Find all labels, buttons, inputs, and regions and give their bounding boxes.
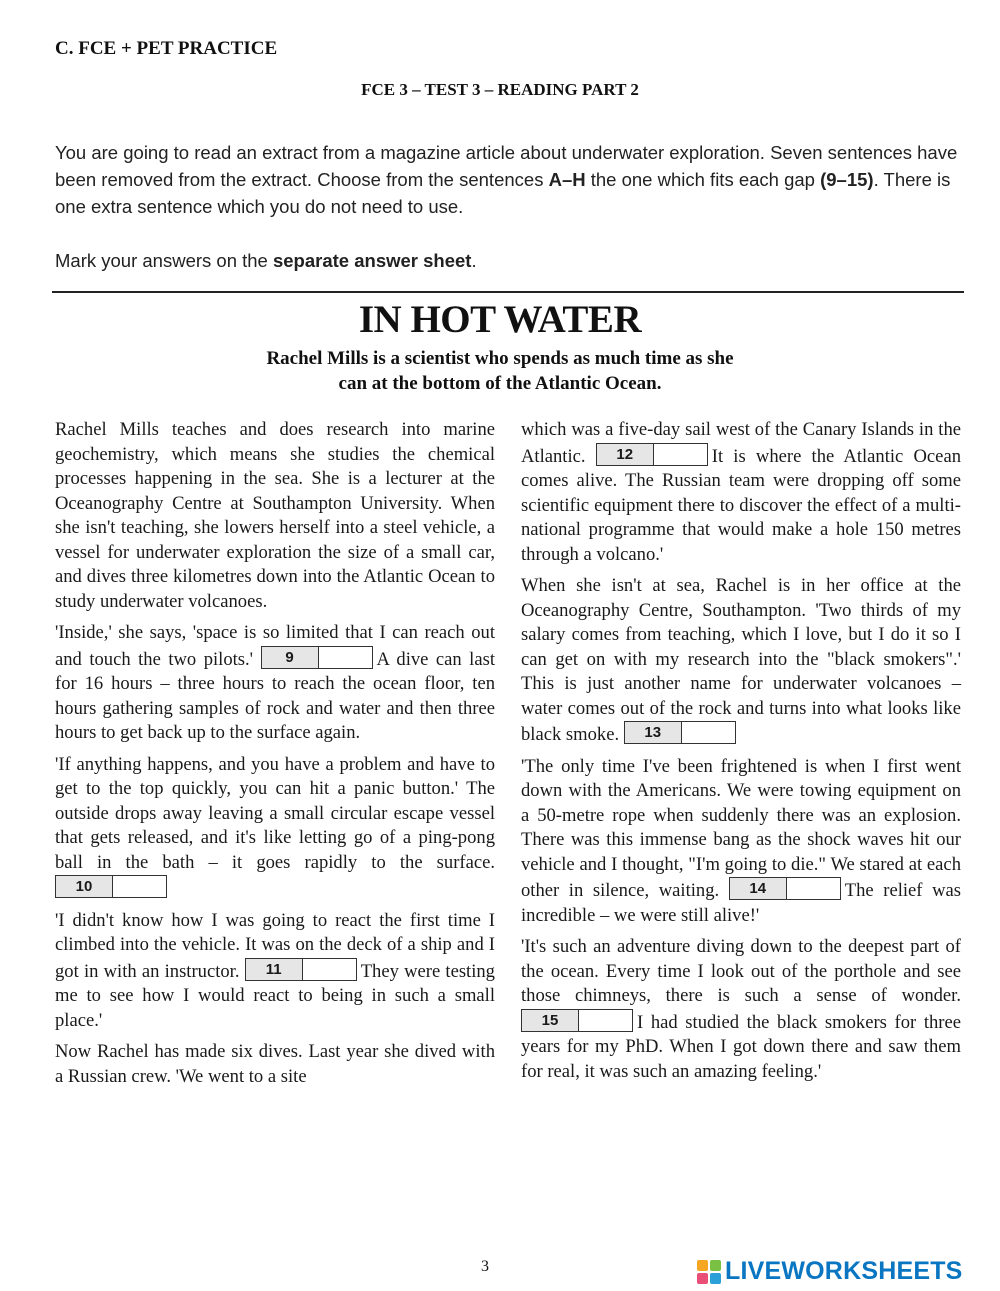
instructions-options: A–H	[548, 169, 586, 190]
gap-number: 11	[246, 959, 303, 980]
instructions-text: Mark your answers on the	[55, 250, 273, 271]
paragraph-text: The relief was incredible – we were still alive!'	[521, 880, 962, 926]
gap-13-answer-box[interactable]	[624, 721, 736, 744]
gap-number: 15	[522, 1010, 579, 1031]
paragraph	[55, 753, 495, 902]
section-heading: C. FCE + PET PRACTICE	[55, 38, 278, 59]
gap-number: 14	[730, 878, 787, 899]
gap-11-answer-box[interactable]	[245, 958, 357, 981]
article-title: IN HOT WATER	[358, 298, 642, 341]
instructions-gap-range: (9–15)	[820, 169, 874, 190]
instructions-text: .	[471, 250, 477, 271]
gap-14-answer-box[interactable]	[729, 877, 841, 900]
test-heading: FCE 3 – TEST 3 – READING PART 2	[361, 80, 639, 99]
instructions-text: the one which fits each gap	[585, 169, 821, 190]
gap-number: 12	[597, 444, 654, 465]
article-column-right	[521, 418, 961, 1091]
gap-10-answer-box[interactable]	[55, 875, 167, 898]
article-column-left	[55, 418, 495, 1096]
gap-number: 10	[56, 876, 113, 897]
instructions	[55, 139, 970, 274]
brand-name: LIVEWORKSHEETS	[725, 1257, 963, 1285]
gap-9-answer-box[interactable]	[261, 646, 373, 669]
paragraph-text: 'The only time I've been frightened is when I first went down with the Americans. We were towing equipment on a 50-metre rope when suddenly there was an explosion. There was this immense bang as the shock waves hit our vehicle and I thought, "I'm going to die." We stared at each other in silence, waiting.	[521, 755, 961, 901]
paragraph-text: 'Inside,' she says, 'space is so limited that I can reach out and touch the two pilots.'	[55, 622, 495, 670]
liveworksheets-logo[interactable]	[697, 1257, 963, 1286]
instructions-paragraph	[55, 139, 970, 220]
paragraph	[521, 935, 961, 1084]
paragraph	[521, 755, 961, 929]
paragraph-text: 'It's such an adventure diving down to the deepest part of the ocean. Every time I look out of the porthole and see those chimneys, there is such a sense of wonder.	[521, 936, 961, 1006]
instructions-text: . There is one extra sentence which you do not need to use.	[55, 169, 951, 217]
paragraph-text: They were testing me to see how I would react to being in such a small place.'	[55, 960, 495, 1031]
gap-number: 9	[262, 647, 319, 668]
paragraph: Now Rachel has made six dives. Last year she dived with a Russian crew. 'We went to a site	[55, 1041, 495, 1087]
paragraph	[521, 574, 961, 748]
gap-15-answer-box[interactable]	[521, 1009, 633, 1032]
paragraph-text: 'I didn't know how I was going to react the first time I climbed into the vehicle. It was on the deck of a ship and I got in with an instructor.	[55, 909, 495, 982]
liveworksheets-icon	[697, 1260, 721, 1284]
paragraph	[521, 418, 961, 567]
paragraph-text: When she isn't at sea, Rachel is in her office at the Oceanography Centre, Southampton. 'Two thirds of my salary comes from teaching, which I love, but I do it so I can get on with my research into the "black smokers".' This is just another name for underwater volcanoes – water comes out of the rock and turns into what looks like black smoke.	[521, 575, 961, 745]
paragraph-text: I had studied the black smokers for three years for my PhD. When I got down there and saw them for real, it was such an amazing feeling.'	[521, 1011, 961, 1082]
paragraph-text: which was a five-day sail west of the Canary Islands in the Atlantic.	[521, 419, 961, 467]
paragraph-text: A dive can last for 16 hours – three hours to reach the ocean floor, ten hours gathering samples of rock and water and then three hours to get back up to the surface again.	[55, 648, 495, 743]
article-subtitle: Rachel Mills is a scientist who spends as much time as she can at the bottom of the Atlantic Ocean.	[266, 348, 734, 394]
page-number: 3	[481, 1258, 489, 1275]
paragraph	[55, 909, 495, 1034]
answer-sheet-label: separate answer sheet	[272, 250, 472, 271]
instructions-text: You are going to read an extract from a magazine article about underwater exploration. Seven sentences have been removed from the extract. Choose from the sentences	[55, 142, 958, 190]
paragraph	[55, 621, 495, 746]
paragraph-text: It is where the Atlantic Ocean comes alive. The Russian team were dropping off some scientific equipment there to discover the effect of a multi-national programme that would make a hole 150 metres through a volcano.'	[521, 445, 961, 565]
paragraph-text: 'If anything happens, and you have a problem and have to get to the top quickly, you can hit a panic button.' The outside drops away leaving a small circular escape vessel that gets released, and it's like letting go of a ping-pong ball in the bath – it goes rapidly to the surface.	[55, 753, 495, 873]
gap-12-answer-box[interactable]	[596, 443, 708, 466]
divider	[52, 291, 964, 293]
answer-sheet-note	[55, 247, 970, 274]
gap-number: 13	[625, 722, 682, 743]
paragraph: Rachel Mills teaches and does research into marine geochemistry, which means she studies the chemical processes happening in the sea. She is a lecturer at the Oceanography Centre at Southampton University. When she isn't teaching, she lowers herself into a steel vehicle, a vessel for underwater exploration the size of a small car, and dives three kilometres down into the Atlantic Ocean to study underwater volcanoes.	[55, 419, 495, 612]
